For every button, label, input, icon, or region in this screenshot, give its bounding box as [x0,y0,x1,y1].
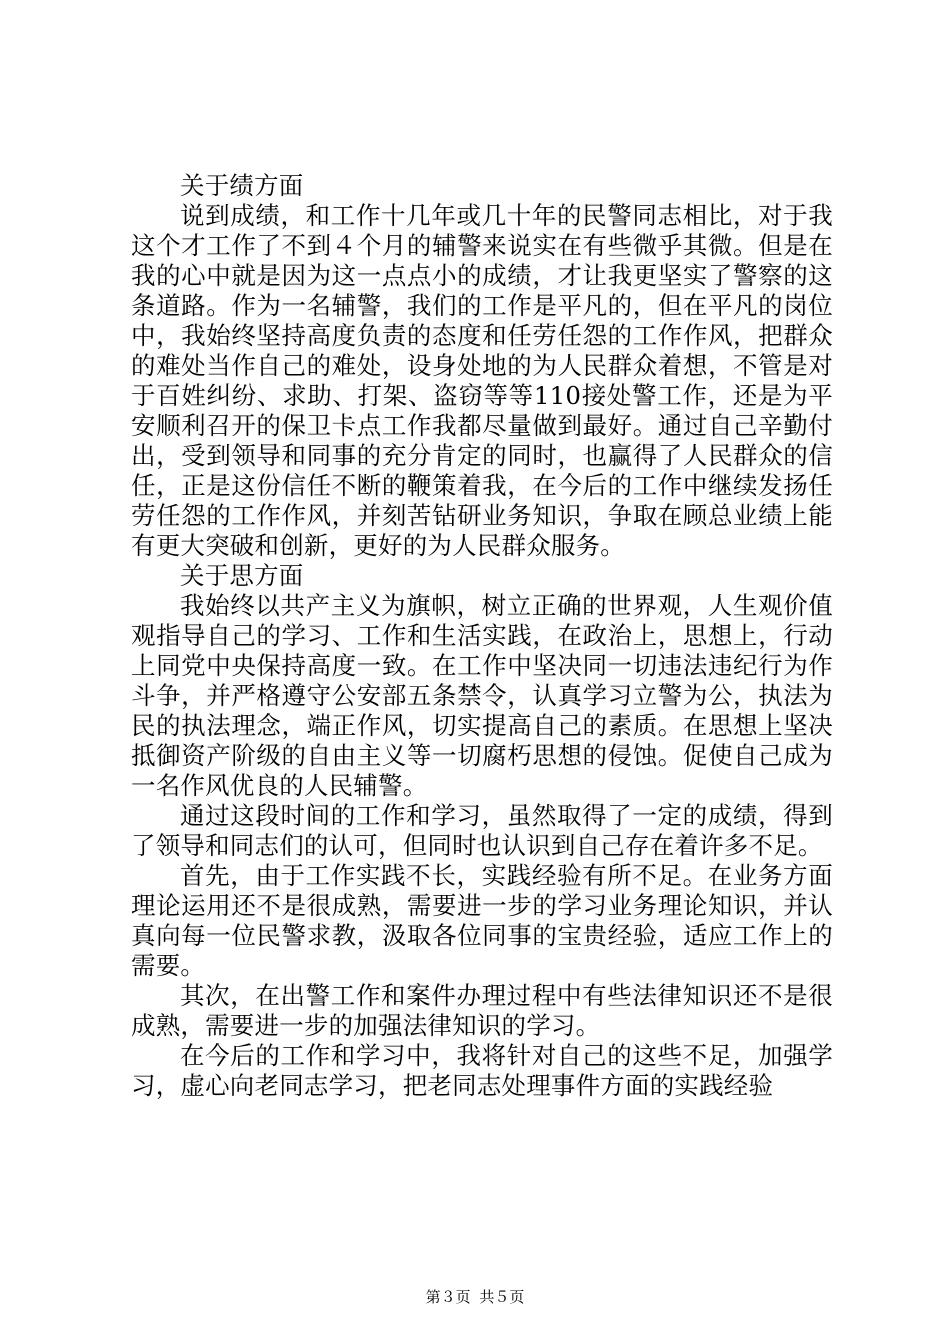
document-body [131,171,833,1101]
paragraph-shortcomings: 通过这段时间的工作和学习，虽然取得了一定的成绩，得到了领导和同志们的认可，但同时也认识到自己存在着许多不足。 [131,801,833,860]
paragraph-future: 在今后的工作和学习中，我将针对自己的这些不足，加强学习，虚心向老同志学习，把老同志处理事件方面的实践经验 [131,1041,833,1100]
paragraph-performance: 说到成绩，和工作十几年或几十年的民警同志相比，对于我这个才工作了不到４个月的辅警来说实在有些微乎其微。但是在我的心中就是因为这一点点小的成绩，才让我更坚实了警察的这条道路。作为一名辅警，我们的工作是平凡的，但在平凡的岗位中，我始终坚持高度负责的态度和任劳任怨的工作作风，把群众的难处当作自己的难处，设身处地的为人民群众着想，不管是对于百姓纠纷、求助、打架、盗窃等等110接处警工作，还是为平安顺利召开的保卫卡点工作我都尽量做到最好。通过自己辛勤付出，受到领导和同事的充分肯定的同时，也赢得了人民群众的信任，正是这份信任不断的鞭策着我，在今后的工作中继续发扬任劳任怨的工作作风，并刻苦钻研业务知识，争取在顾总业绩上能有更大突破和创新，更好的为人民群众服务。 [131,201,833,560]
page-number: 第３页 [425,1288,471,1306]
page-footer [0,1287,950,1307]
section-heading-performance: 关于绩方面 [180,171,304,200]
page-total: 共５页 [479,1288,525,1306]
paragraph-thought: 我始终以共产主义为旗帜，树立正确的世界观，人生观价值观指导自己的学习、工作和生活实践，在政治上，思想上，行动上同党中央保持高度一致。在工作中坚决同一切违法违纪行为作斗争，并严格遵守公安部五条禁令，认真学习立警为公，执法为民的执法理念，端正作风，切实提高自己的素质。在思想上坚决抵御资产阶级的自由主义等一切腐朽思想的侵蚀。促使自己成为一名作风优良的人民辅警。 [131,591,833,800]
section-heading-thought: 关于思方面 [180,561,304,590]
paragraph-first: 首先，由于工作实践不长，实践经验有所不足。在业务方面理论运用还不是很成熟，需要进一步的学习业务理论知识，并认真向每一位民警求教，汲取各位同事的宝贵经验，适应工作上的需要。 [131,861,833,980]
paragraph-second: 其次，在出警工作和案件办理过程中有些法律知识还不是很成熟，需要进一步的加强法律知识的学习。 [131,981,833,1040]
